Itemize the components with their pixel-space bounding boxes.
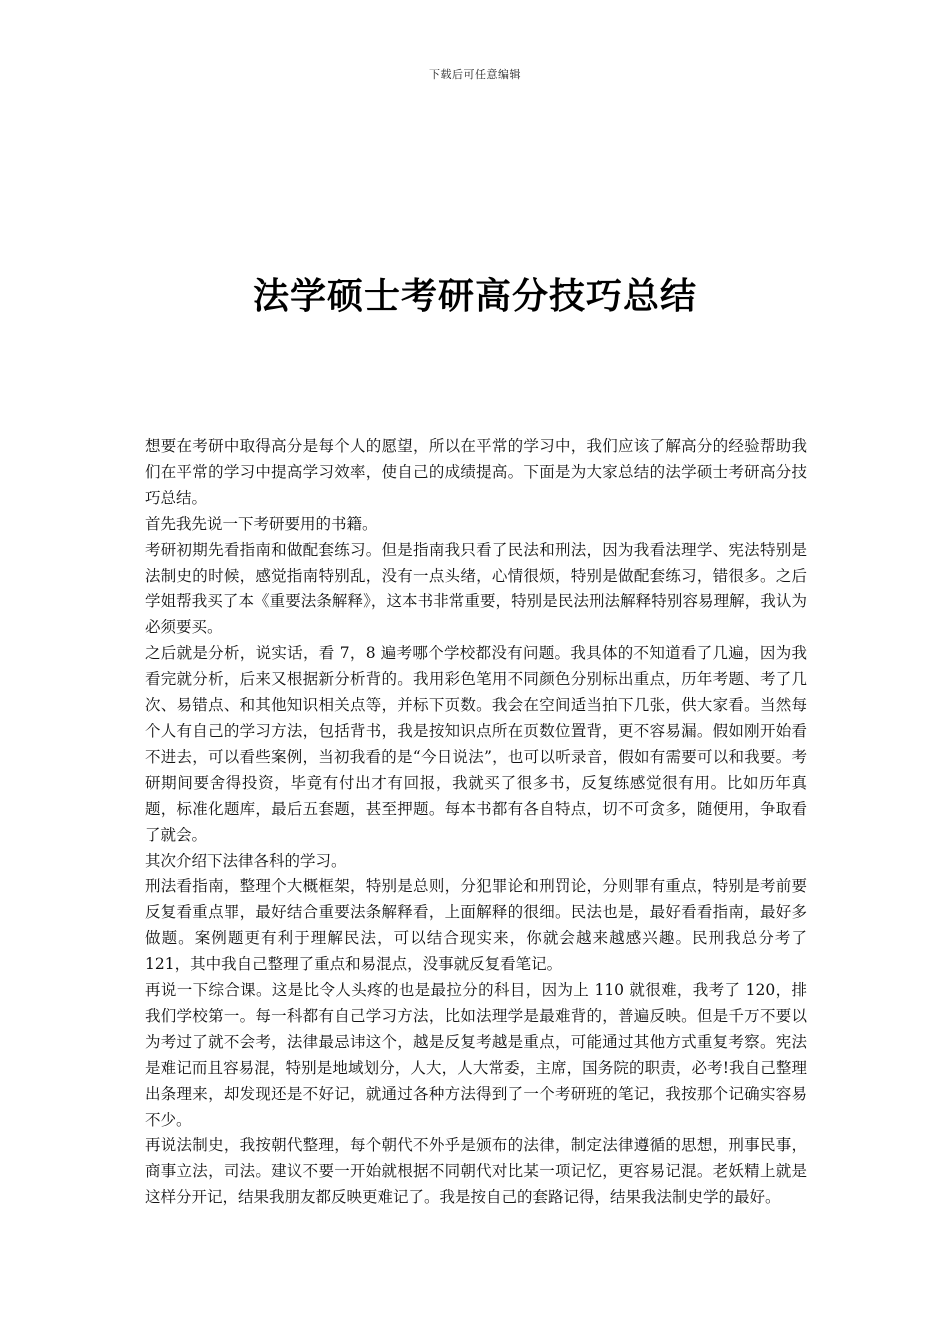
paragraph-criminal-civil: 刑法看指南，整理个大概框架，特别是总则，分犯罪论和刑罚论，分则罪有重点，特别是考前要反复看重点罪，最好结合重要法条解释看，上面解释的很细。民法也是，最好看看指南，最好多做题。案例题更有利于理解民法，可以结合现实来，你就会越来越感兴趣。民刑我总分考了 121，其中我自己整理了重点和易混点，没事就反复看笔记。 (145, 877, 807, 974)
paragraph-legal-history: 再说法制史，我按朝代整理，每个朝代不外乎是颁布的法律，制定法律遵循的思想，刑事民事，商事立法，司法。建议不要一开始就根据不同朝代对比某一项记忆，更容易记混。老妖精上就是这样分开记，结果我朋友都反映更难记了。我是按自己的套路记得，结果我法制史学的最好。 (145, 1136, 807, 1207)
paragraph-comprehensive: 再说一下综合课。这是比令人头疼的也是最拉分的科目，因为上 110 就很难，我考了 120，排我们学校第一。每一科都有自己学习方法，比如法理学是最难背的，普遍反映。但是千万不要以为考过了就不会考，法律最忌讳这个，越是反复考越是重点，可能通过其他方式重复考察。宪法是难记而且容易混，特别是地域划分，人大，人大常委，主席，国务院的职责，必考!我自己整理出条理来，却发现还是不好记，就通过各种方法得到了一个考研班的笔记，我按那个记确实容易不少。 (145, 981, 807, 1129)
paragraph-subjects-heading: 其次介绍下法律各科的学习。 (145, 851, 347, 870)
header-note: 下载后可任意编辑 (429, 68, 521, 81)
document-title: 法学硕士考研高分技巧总结 (252, 275, 697, 317)
paragraph-books-heading: 首先我先说一下考研要用的书籍。 (145, 514, 378, 533)
document-body (145, 434, 807, 1211)
paragraph-analysis: 之后就是分析，说实话，看 7，8 遍考哪个学校都没有问题。我具体的不知道看了几遍，因为我看完就分析，后来又根据新分析背的。我用彩色笔用不同颜色分别标出重点，历年考题、考了几次、易错点、和其他知识相关点等，并标下页数。我会在空间适当拍下几张，供大家看。当然每个人有自己的学习方法，包括背书，我是按知识点所在页数位置背，更不容易漏。假如刚开始看不进去，可以看些案例，当初我看的是“今日说法”，也可以听录音，假如有需要可以和我要。考研期间要舍得投资，毕竟有付出才有回报，我就买了很多书，反复练感觉很有用。比如历年真题，标准化题库，最后五套题，甚至押题。每本书都有各自特点，切不可贪多，随便用，争取看了就会。 (145, 644, 807, 844)
paragraph-intro: 想要在考研中取得高分是每个人的愿望，所以在平常的学习中，我们应该了解高分的经验帮助我们在平常的学习中提高学习效率，使自己的成绩提高。下面是为大家总结的法学硕士考研高分技巧总结。 (145, 437, 807, 507)
paragraph-early-stage: 考研初期先看指南和做配套练习。但是指南我只看了民法和刑法，因为我看法理学、宪法特别是法制史的时候，感觉指南特别乱，没有一点头绪，心情很烦，特别是做配套练习，错很多。之后学姐帮我买了本《重要法条解释》，这本书非常重要，特别是民法刑法解释特别容易理解，我认为必须要买。 (145, 540, 807, 637)
